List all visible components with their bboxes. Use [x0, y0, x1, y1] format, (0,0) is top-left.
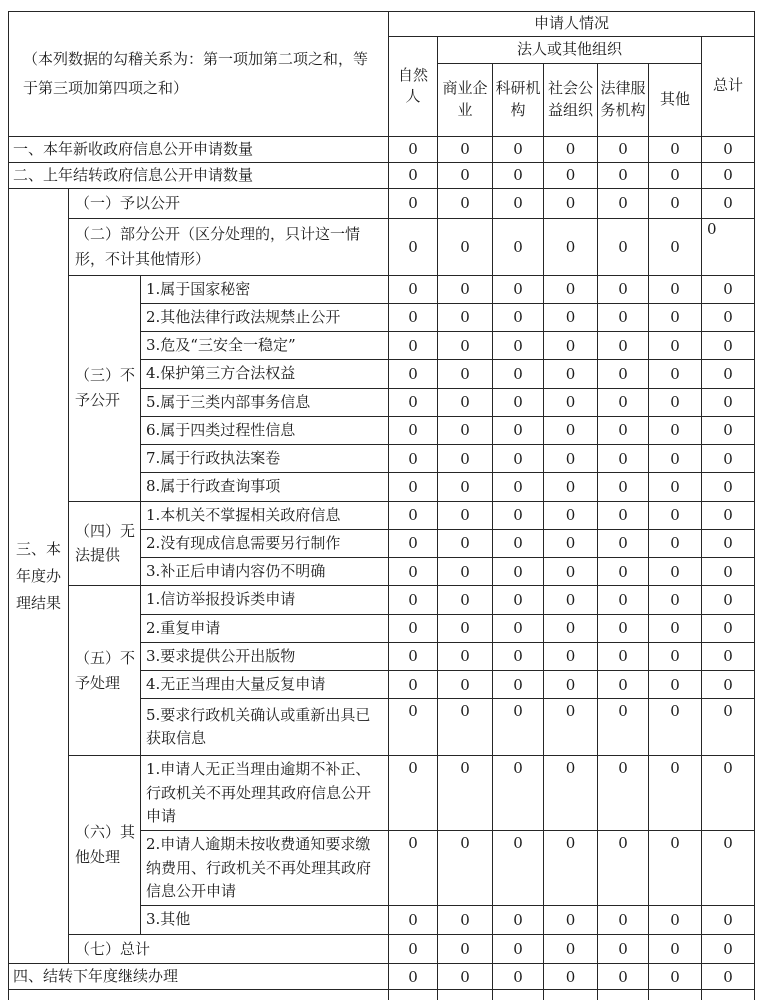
- table-row: [9, 275, 755, 303]
- value-cell: 0: [438, 275, 493, 303]
- group-label: （七）总计: [69, 934, 389, 964]
- value-cell: 0: [493, 501, 544, 529]
- table-row: [9, 218, 755, 275]
- value-cell: 0: [598, 906, 649, 934]
- value-cell: 0: [702, 586, 755, 614]
- value-cell: 0: [438, 586, 493, 614]
- value-cell: 0: [438, 416, 493, 444]
- item-label: 2.没有现成信息需要另行制作: [141, 529, 389, 557]
- value-cell: 0: [544, 501, 598, 529]
- item-label: 3.补正后申请内容仍不明确: [141, 558, 389, 586]
- value-cell: 0: [702, 416, 755, 444]
- item-label: 1.属于国家秘密: [141, 275, 389, 303]
- value-cell: 0: [649, 416, 702, 444]
- value-cell: 0: [438, 218, 493, 275]
- value-cell: 0: [598, 642, 649, 670]
- value-cell: 0: [493, 388, 544, 416]
- value-cell: 0: [598, 964, 649, 990]
- value-cell: 0: [649, 332, 702, 360]
- value-cell: 0: [649, 586, 702, 614]
- table-row: [9, 586, 755, 614]
- value-cell: 0: [389, 642, 438, 670]
- value-cell: 0: [438, 332, 493, 360]
- value-cell: 0: [544, 756, 598, 831]
- value-cell: 0: [702, 388, 755, 416]
- item-label: 1.信访举报投诉类申请: [141, 586, 389, 614]
- value-cell: 0: [544, 218, 598, 275]
- value-cell: 0: [598, 388, 649, 416]
- value-cell: 0: [649, 303, 702, 331]
- value-cell: 0: [438, 473, 493, 501]
- value-cell: 0: [389, 473, 438, 501]
- reconciliation-note: （本列数据的勾稽关系为：第一项加第二项之和，等于第三项加第四项之和）: [9, 12, 389, 137]
- value-cell: 0: [438, 934, 493, 964]
- value-cell: 0: [544, 586, 598, 614]
- value-cell: 0: [702, 445, 755, 473]
- value-cell: 0: [702, 964, 755, 990]
- value-cell: 0: [649, 473, 702, 501]
- value-cell: 0: [598, 275, 649, 303]
- value-cell: 0: [649, 558, 702, 586]
- value-cell: 0: [389, 831, 438, 906]
- value-cell: 0: [702, 188, 755, 218]
- value-cell: 0: [598, 529, 649, 557]
- value-cell: 0: [389, 332, 438, 360]
- value-cell: 0: [493, 275, 544, 303]
- section-label: 四、结转下年度继续办理: [9, 964, 389, 990]
- value-cell: 0: [649, 642, 702, 670]
- value-cell: 0: [389, 586, 438, 614]
- value-cell: 0: [649, 162, 702, 188]
- item-label: 5.要求行政机关确认或重新出具已获取信息: [141, 699, 389, 756]
- stub-cell: [544, 990, 598, 1000]
- item-label: 4.保护第三方合法权益: [141, 360, 389, 388]
- value-cell: 0: [493, 586, 544, 614]
- stub-cell: [598, 990, 649, 1000]
- value-cell: 0: [544, 388, 598, 416]
- value-cell: 0: [438, 529, 493, 557]
- value-cell: 0: [702, 756, 755, 831]
- item-label: 2.重复申请: [141, 614, 389, 642]
- value-cell: 0: [702, 934, 755, 964]
- col-header-other: 其他: [649, 63, 702, 136]
- value-cell: 0: [598, 188, 649, 218]
- disclosure-request-table: [8, 11, 755, 1000]
- value-cell: 0: [544, 332, 598, 360]
- value-cell: 0: [598, 614, 649, 642]
- value-cell: 0: [389, 360, 438, 388]
- item-label: 3.要求提供公开出版物: [141, 642, 389, 670]
- value-cell: 0: [649, 218, 702, 275]
- value-cell: 0: [598, 934, 649, 964]
- value-cell: 0: [598, 136, 649, 162]
- col-header-natural-person: 自然人: [389, 36, 438, 136]
- value-cell: 0: [389, 445, 438, 473]
- value-cell: 0: [438, 642, 493, 670]
- value-cell: 0: [544, 445, 598, 473]
- applicant-situation-header: 申请人情况: [389, 12, 755, 37]
- value-cell: 0: [389, 303, 438, 331]
- value-cell: 0: [649, 529, 702, 557]
- section-label: 三、本年度办理结果: [9, 188, 69, 964]
- value-cell: 0: [544, 642, 598, 670]
- value-cell: 0: [438, 501, 493, 529]
- table-row: [9, 990, 755, 1000]
- value-cell: 0: [702, 473, 755, 501]
- value-cell: 0: [598, 360, 649, 388]
- value-cell: 0: [389, 614, 438, 642]
- value-cell: 0: [389, 136, 438, 162]
- value-cell: 0: [649, 445, 702, 473]
- value-cell: 0: [438, 388, 493, 416]
- value-cell: 0: [702, 558, 755, 586]
- group-label: （六）其他处理: [69, 756, 141, 934]
- col-header-total: 总计: [702, 36, 755, 136]
- group-label: （二）部分公开（区分处理的，只计这一情形，不计其他情形）: [69, 218, 389, 275]
- value-cell: 0: [389, 529, 438, 557]
- section-label: 二、上年结转政府信息公开申请数量: [9, 162, 389, 188]
- item-label: 3.危及“三安全一稳定”: [141, 332, 389, 360]
- value-cell: 0: [544, 699, 598, 756]
- value-cell: 0: [544, 671, 598, 699]
- value-cell: 0: [544, 906, 598, 934]
- value-cell: 0: [493, 906, 544, 934]
- item-label: 6.属于四类过程性信息: [141, 416, 389, 444]
- item-label: 1.申请人无正当理由逾期不补正、行政机关不再处理其政府信息公开申请: [141, 756, 389, 831]
- value-cell: 0: [493, 642, 544, 670]
- value-cell: 0: [649, 188, 702, 218]
- value-cell: 0: [493, 529, 544, 557]
- value-cell: 0: [702, 906, 755, 934]
- col-header-legal-service: 法律服务机构: [598, 63, 649, 136]
- value-cell: 0: [438, 671, 493, 699]
- item-label: 8.属于行政查询事项: [141, 473, 389, 501]
- value-cell: 0: [493, 831, 544, 906]
- value-cell: 0: [438, 303, 493, 331]
- value-cell: 0: [493, 360, 544, 388]
- value-cell: 0: [702, 671, 755, 699]
- item-label: 3.其他: [141, 906, 389, 934]
- stub-cell: [438, 990, 493, 1000]
- value-cell: 0: [493, 416, 544, 444]
- table-row: [9, 934, 755, 964]
- value-cell: 0: [649, 699, 702, 756]
- col-header-commercial: 商业企业: [438, 63, 493, 136]
- value-cell: 0: [438, 699, 493, 756]
- value-cell: 0: [493, 332, 544, 360]
- stub-cell: [649, 990, 702, 1000]
- item-label: 2.其他法律行政法规禁止公开: [141, 303, 389, 331]
- value-cell: 0: [702, 831, 755, 906]
- value-cell: 0: [389, 501, 438, 529]
- value-cell: 0: [438, 360, 493, 388]
- value-cell: 0: [702, 275, 755, 303]
- value-cell: 0: [649, 136, 702, 162]
- value-cell: 0: [438, 831, 493, 906]
- value-cell: 0: [649, 831, 702, 906]
- value-cell: 0: [598, 586, 649, 614]
- value-cell: 0: [649, 501, 702, 529]
- value-cell: 0: [598, 831, 649, 906]
- value-cell: 0: [438, 162, 493, 188]
- item-label: 4.无正当理由大量反复申请: [141, 671, 389, 699]
- value-cell: 0: [702, 529, 755, 557]
- value-cell: 0: [544, 529, 598, 557]
- value-cell: 0: [493, 218, 544, 275]
- value-cell: 0: [544, 558, 598, 586]
- group-label: （四）无法提供: [69, 501, 141, 586]
- value-cell: 0: [493, 614, 544, 642]
- value-cell: 0: [438, 906, 493, 934]
- value-cell: 0: [598, 416, 649, 444]
- value-cell: 0: [438, 136, 493, 162]
- value-cell: 0: [544, 614, 598, 642]
- table-row: [9, 162, 755, 188]
- value-cell: 0: [389, 188, 438, 218]
- value-cell: 0: [493, 934, 544, 964]
- value-cell: 0: [438, 756, 493, 831]
- stub-cell: [9, 990, 389, 1000]
- value-cell: 0: [544, 964, 598, 990]
- value-cell: 0: [702, 614, 755, 642]
- stub-cell: [493, 990, 544, 1000]
- value-cell: 0: [389, 388, 438, 416]
- value-cell: 0: [389, 964, 438, 990]
- value-cell: 0: [493, 445, 544, 473]
- table-row: [9, 188, 755, 218]
- value-cell: 0: [544, 188, 598, 218]
- value-cell: 0: [544, 934, 598, 964]
- value-cell: 0: [649, 934, 702, 964]
- value-cell: 0: [702, 501, 755, 529]
- legal-org-header: 法人或其他组织: [438, 36, 702, 63]
- value-cell: 0: [493, 303, 544, 331]
- value-cell: 0: [493, 473, 544, 501]
- value-cell: 0: [438, 964, 493, 990]
- value-cell: 0: [702, 332, 755, 360]
- value-cell: 0: [389, 218, 438, 275]
- value-cell: 0: [544, 275, 598, 303]
- group-label: （五）不予处理: [69, 586, 141, 756]
- value-cell: 0: [598, 332, 649, 360]
- value-cell: 0: [544, 416, 598, 444]
- value-cell: 0: [702, 360, 755, 388]
- col-header-research: 科研机构: [493, 63, 544, 136]
- value-cell: 0: [389, 416, 438, 444]
- value-cell: 0: [493, 558, 544, 586]
- item-label: 7.属于行政执法案卷: [141, 445, 389, 473]
- value-cell: 0: [649, 275, 702, 303]
- table-row: [9, 501, 755, 529]
- value-cell: 0: [493, 699, 544, 756]
- col-header-public-welfare: 社会公益组织: [544, 63, 598, 136]
- value-cell: 0: [544, 136, 598, 162]
- value-cell: 0: [493, 136, 544, 162]
- value-cell: 0: [702, 642, 755, 670]
- value-cell: 0: [438, 188, 493, 218]
- table-row: [9, 136, 755, 162]
- value-cell: 0: [649, 360, 702, 388]
- value-cell: 0: [389, 756, 438, 831]
- section-label: 一、本年新收政府信息公开申请数量: [9, 136, 389, 162]
- value-cell: 0: [649, 614, 702, 642]
- value-cell: 0: [702, 303, 755, 331]
- value-cell: 0: [544, 360, 598, 388]
- value-cell: 0: [544, 303, 598, 331]
- item-label: 5.属于三类内部事务信息: [141, 388, 389, 416]
- value-cell: 0: [389, 558, 438, 586]
- value-cell: 0: [493, 964, 544, 990]
- group-label: （一）予以公开: [69, 188, 389, 218]
- value-cell: 0: [389, 906, 438, 934]
- value-cell: 0: [702, 699, 755, 756]
- value-cell: 0: [598, 218, 649, 275]
- table-row: [9, 964, 755, 990]
- value-cell: 0: [598, 699, 649, 756]
- value-cell: 0: [649, 756, 702, 831]
- stub-cell: [702, 990, 755, 1000]
- value-cell: 0: [389, 934, 438, 964]
- value-cell: 0: [493, 188, 544, 218]
- value-cell: 0: [649, 906, 702, 934]
- value-cell: 0: [598, 473, 649, 501]
- value-cell: 0: [493, 756, 544, 831]
- value-cell: 0: [438, 558, 493, 586]
- value-cell: 0: [702, 136, 755, 162]
- group-label: （三）不予公开: [69, 275, 141, 501]
- value-cell: 0: [702, 162, 755, 188]
- value-cell: 0: [438, 445, 493, 473]
- value-cell: 0: [649, 388, 702, 416]
- value-cell: 0: [649, 671, 702, 699]
- table-body: [9, 136, 755, 1000]
- value-cell: 0: [438, 614, 493, 642]
- value-cell: 0: [598, 445, 649, 473]
- value-cell: 0: [598, 558, 649, 586]
- value-cell: 0: [389, 162, 438, 188]
- value-cell: 0: [389, 699, 438, 756]
- value-cell: 0: [493, 162, 544, 188]
- table-row: [9, 756, 755, 831]
- value-cell: 0: [493, 671, 544, 699]
- value-cell: 0: [544, 162, 598, 188]
- item-label: 2.申请人逾期未按收费通知要求缴纳费用、行政机关不再处理其政府信息公开申请: [141, 831, 389, 906]
- value-cell: 0: [598, 756, 649, 831]
- value-cell: 0: [544, 831, 598, 906]
- value-cell: 0: [649, 964, 702, 990]
- value-cell: 0: [389, 671, 438, 699]
- value-cell: 0: [598, 501, 649, 529]
- value-cell: 0: [702, 218, 755, 275]
- item-label: 1.本机关不掌握相关政府信息: [141, 501, 389, 529]
- value-cell: 0: [598, 303, 649, 331]
- stub-cell: [389, 990, 438, 1000]
- value-cell: 0: [598, 671, 649, 699]
- value-cell: 0: [544, 473, 598, 501]
- value-cell: 0: [389, 275, 438, 303]
- value-cell: 0: [598, 162, 649, 188]
